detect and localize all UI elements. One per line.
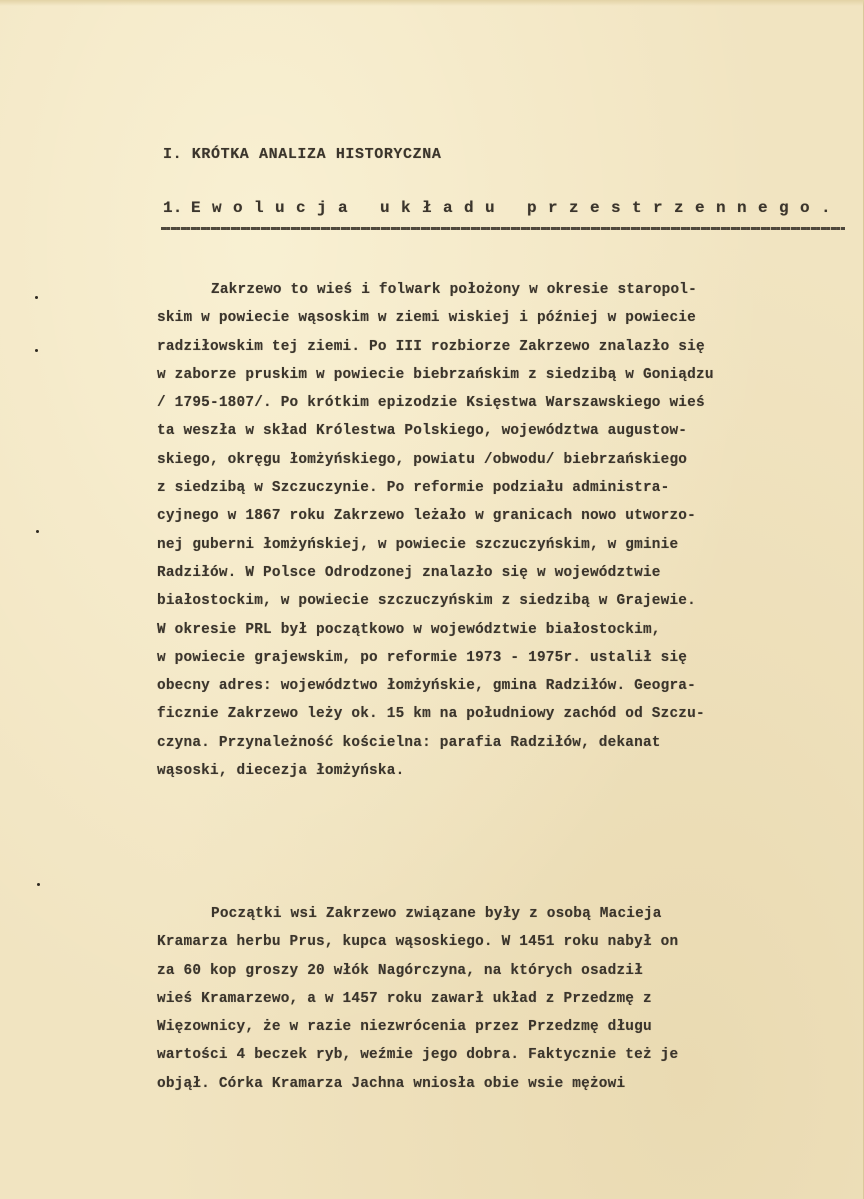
paragraph-line: objął. Córka Kramarza Jachna wniosła obie wsie mężowi xyxy=(157,1075,626,1092)
paragraph-line: ta weszła w skład Królestwa Polskiego, województwa augustow- xyxy=(157,423,688,440)
subsection-title: Ewolucja układu przestrzennego. xyxy=(191,199,843,217)
margin-punch-dot xyxy=(35,296,38,299)
paragraph-line: białostockim, w powiecie szczuczyńskim z siedzibą w Grajewie. xyxy=(157,593,696,610)
paragraph-line: czyna. Przynależność kościelna: parafia Radziłów, dekanat xyxy=(157,734,661,751)
paragraph-line: skim w powiecie wąsoskim w ziemi wiskiej i później w powiecie xyxy=(157,310,696,327)
paragraph-line: wieś Kramarzewo, a w 1457 roku zawarł układ z Przedzmę z xyxy=(157,990,652,1007)
paragraph-line: cyjnego w 1867 roku Zakrzewo leżało w granicach nowo utworzo- xyxy=(157,508,696,525)
paragraph-1 xyxy=(157,276,847,785)
paragraph-2 xyxy=(157,900,847,1098)
margin-punch-dot xyxy=(36,530,39,533)
paragraph-line: skiego, okręgu łomżyńskiego, powiatu /obwodu/ biebrzańskiego xyxy=(157,451,688,468)
paragraph-line: w zaborze pruskim w powiecie biebrzańskim z siedzibą w Goniądzu xyxy=(157,366,714,383)
paragraph-line: Początki wsi Zakrzewo związane były z osobą Macieja xyxy=(211,906,662,922)
paragraph-line: radziłowskim tej ziemi. Po III rozbiorze Zakrzewo znalazło się xyxy=(157,338,705,355)
paragraph-line: w powiecie grajewskim, po reformie 1973 - 1975r. ustalił się xyxy=(157,649,688,666)
subsection-heading xyxy=(163,199,845,217)
subsection-underline xyxy=(161,227,845,230)
page-edge-shadow xyxy=(0,0,864,6)
paragraph-line: Zakrzewo to wieś i folwark położony w okresie staropol- xyxy=(211,282,697,298)
paragraph-line: wartości 4 beczek ryb, weźmie jego dobra. Faktycznie też je xyxy=(157,1047,679,1064)
paragraph-line: nej guberni łomżyńskiej, w powiecie szczuczyńskim, w gminie xyxy=(157,536,679,553)
paragraph-line: W okresie PRL był początkowo w województwie białostockim, xyxy=(157,621,661,638)
paragraph-line: z siedzibą w Szczuczynie. Po reformie podziału administra- xyxy=(157,480,670,497)
paragraph-line: Więzownicy, że w razie niezwrócenia przez Przedzmę długu xyxy=(157,1019,652,1036)
paragraph-line: / 1795-1807/. Po krótkim epizodzie Księstwa Warszawskiego wieś xyxy=(157,395,705,412)
paragraph-line: obecny adres: województwo łomżyńskie, gmina Radziłów. Geogra- xyxy=(157,678,696,695)
paragraph-line: Kramarza herbu Prus, kupca wąsoskiego. W 1451 roku nabył on xyxy=(157,934,679,951)
paragraph-line: ficznie Zakrzewo leży ok. 15 km na południowy zachód od Szczu- xyxy=(157,706,705,723)
section-heading: I. KRÓTKA ANALIZA HISTORYCZNA xyxy=(163,146,442,163)
subsection-number: 1. xyxy=(163,199,183,217)
margin-punch-dot xyxy=(35,349,38,352)
paragraph-line: za 60 kop groszy 20 włók Nagórczyna, na których osadził xyxy=(157,962,643,979)
paragraph-line: wąsoski, diecezja łomżyńska. xyxy=(157,763,405,780)
paragraph-line: Radziłów. W Polsce Odrodzonej znalazło się w województwie xyxy=(157,564,661,581)
margin-punch-dot xyxy=(37,883,40,886)
